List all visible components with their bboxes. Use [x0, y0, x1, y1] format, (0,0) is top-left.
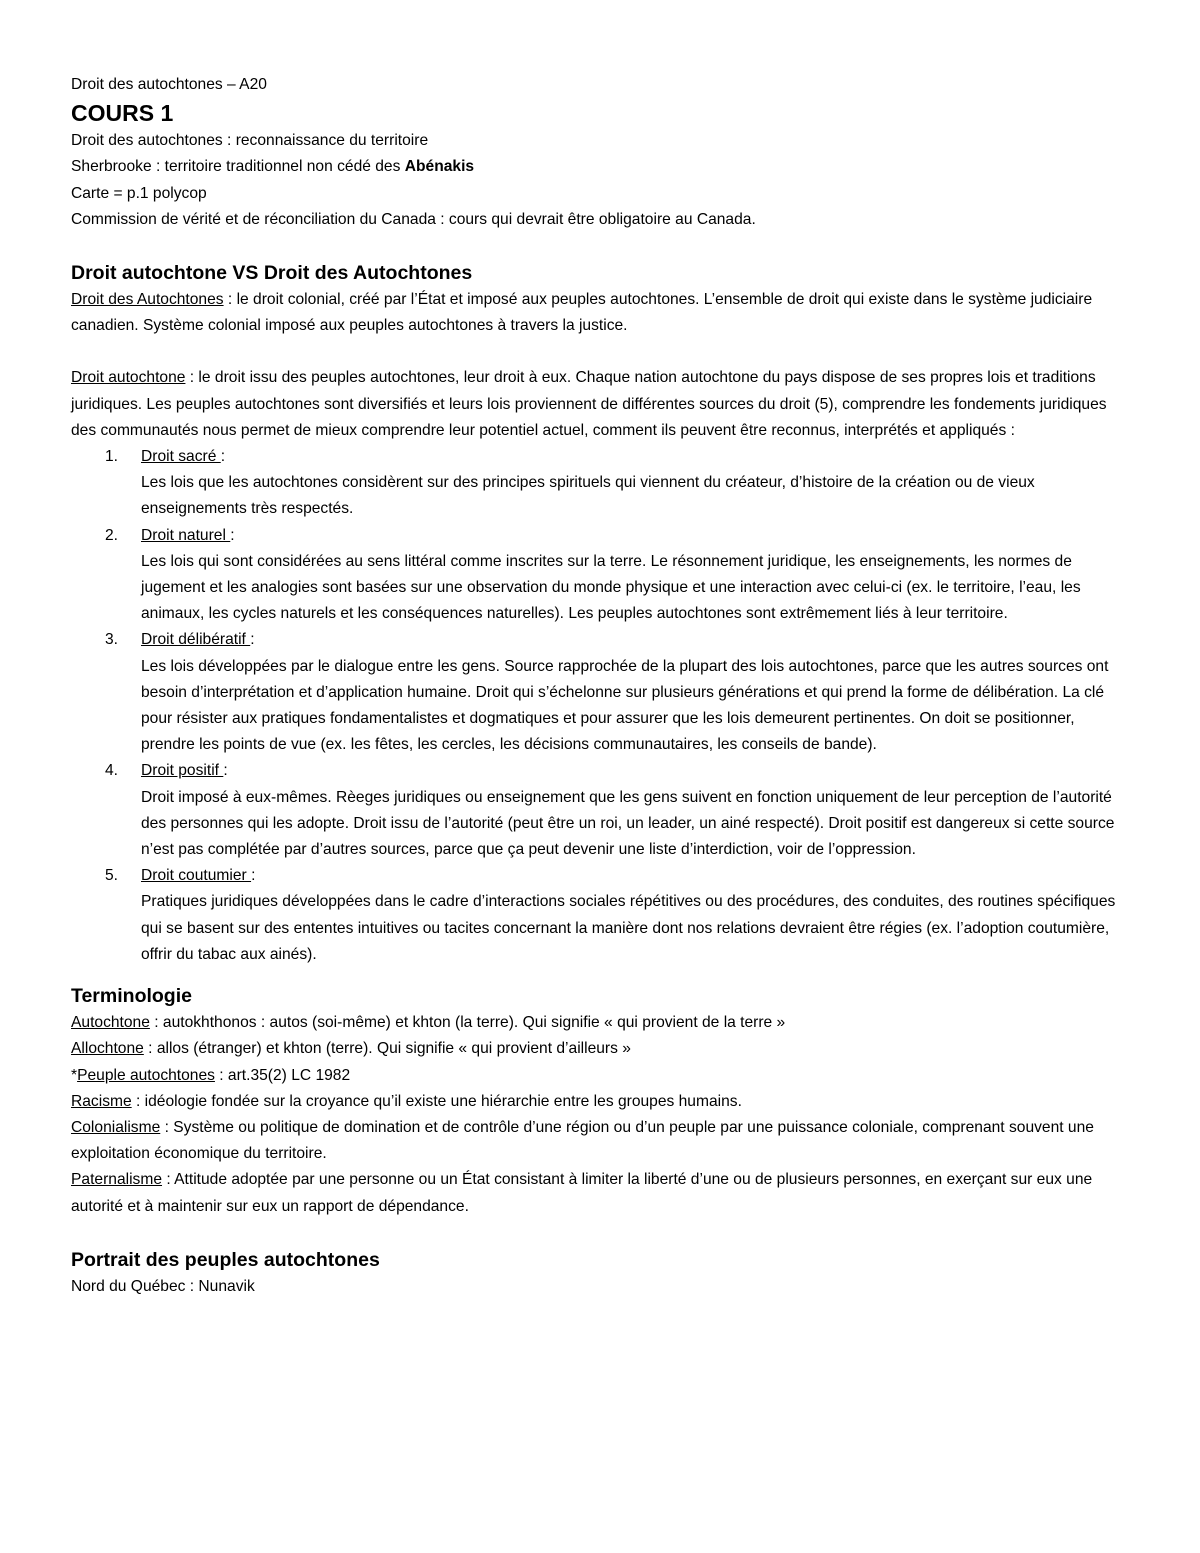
term-text: : allos (étranger) et khton (terre). Qui signifie « qui provient d’ailleurs » — [143, 1040, 631, 1058]
term-label: Allochtone — [71, 1040, 144, 1058]
list-number: 3. — [105, 631, 119, 649]
list-number: 4. — [105, 762, 119, 780]
source-title — [141, 523, 1129, 549]
abenakis-bold: Abénakis — [404, 158, 475, 176]
spacer — [71, 1220, 1129, 1246]
term-label: Colonialisme — [71, 1118, 161, 1136]
page-title: COURS 1 — [71, 100, 174, 127]
list-number: 2. — [105, 526, 119, 544]
term-label: Droit autochtone — [71, 369, 186, 387]
definition-droit-autochtone — [71, 365, 1129, 444]
source-title — [141, 627, 1129, 653]
definition-droit-des-autochtones — [71, 287, 1129, 339]
list-item — [71, 444, 1129, 523]
term-racisme — [71, 1089, 1129, 1115]
source-label: Droit positif — [141, 762, 224, 780]
source-colon: : — [223, 762, 228, 780]
intro-line-1: Droit des autochtones : reconnaissance du territoire — [71, 132, 429, 150]
intro-line-4: Commission de vérité et de réconciliation du Canada : cours qui devrait être obligatoire au Canada. — [71, 210, 756, 228]
portrait-line-1: Nord du Québec : Nunavik — [71, 1277, 255, 1295]
term-autochtone — [71, 1010, 1129, 1036]
source-description: Les lois que les autochtones considèrent sur des principes spirituels qui viennent du créateur, d’histoire de la création ou de vieux enseignements très respectés. — [141, 474, 1035, 518]
term-paternalisme — [71, 1167, 1129, 1219]
term-text: : art.35(2) LC 1982 — [214, 1066, 351, 1084]
list-number: 1. — [105, 448, 119, 466]
section-heading-terminologie: Terminologie — [71, 985, 192, 1008]
source-title — [141, 444, 1129, 470]
course-line: Droit des autochtones – A20 — [71, 76, 267, 93]
intro-line-2 — [71, 154, 1129, 180]
term-peuple-autochtones — [71, 1063, 1129, 1089]
intro-line-3: Carte = p.1 polycop — [71, 184, 207, 202]
source-colon: : — [250, 631, 255, 649]
intro-line-2-text: Sherbrooke : territoire traditionnel non cédé des — [71, 158, 405, 176]
list-item — [71, 863, 1129, 968]
term-text: : idéologie fondée sur la croyance qu’il existe une hiérarchie entre les groupes humains. — [131, 1092, 742, 1110]
list-item — [71, 627, 1129, 758]
term-text: : le droit colonial, créé par l’État et imposé aux peuples autochtones. L’ensemble de droit qui existe dans le système judiciaire canadien. Système colonial imposé aux peuples autochtones à travers la justice. — [71, 291, 1093, 335]
term-label: Autochtone — [71, 1014, 150, 1032]
term-colonialisme — [71, 1115, 1129, 1167]
source-description: Les lois développées par le dialogue entre les gens. Source rapprochée de la plupart des lois autochtones, parce que les autres sources ont besoin d’interprétation et d’application humaine. Droit qui s’échelonne sur plusieurs générations et qui prend la forme de délibération. La clé pour résister aux pratiques fondamentalistes et dogmatiques et pour assurer que les lois demeurent pertinentes. On doit se positionner, prendre les points de vue (ex. les fêtes, les cercles, les décisions communautaires, les conseils de bande). — [141, 657, 1109, 754]
section-heading-droit: Droit autochtone VS Droit des Autochtones — [71, 262, 473, 285]
source-description: Les lois qui sont considérées au sens littéral comme inscrites sur la terre. Le résonnement juridique, les enseignements, les normes de jugement et les analogies sont basées sur une observation du monde physique et une interaction avec celui-ci (ex. le territoire, l’eau, les animaux, les cycles naturels et les conséquences naturelles). Les peuples autochtones sont extrêmement liés à leur territoire. — [141, 552, 1081, 623]
source-description: Droit imposé à eux-mêmes. Rèeges juridiques ou enseignement que les gens suivent en fonction uniquement de leur perception de l’autorité des personnes qui les adopte. Droit issu de l’autorité (peut être un roi, un leader, un ainé respecté). Droit positif est dangereux si cette source n’est pas complétée par d’autres sources, parce que ça peut devenir une liste d’interdiction, voir de l’oppression. — [141, 788, 1115, 859]
source-label: Droit délibératif — [141, 631, 251, 649]
spacer — [71, 968, 1129, 982]
term-text: : le droit issu des peuples autochtones, leur droit à eux. Chaque nation autochtone du pays dispose de ses propres lois et traditions juridiques. Les peuples autochtones sont diversifiés et leurs lois proviennent de différentes sources du droit (5), comprendre les fondements juridiques des communautés nous permet de mieux comprendre leur potentiel actuel, comment ils peuvent être reconnus, interprétés et appliqués : — [71, 369, 1107, 439]
list-item — [71, 523, 1129, 628]
term-text: : Attitude adoptée par une personne ou un État consistant à limiter la liberté d’une ou de plusieurs personnes, en exerçant sur eux une autorité et à maintenir sur eux un rapport de dépendance. — [71, 1171, 1093, 1215]
source-colon: : — [251, 867, 256, 885]
term-prefix: * — [71, 1066, 78, 1084]
term-label: Racisme — [71, 1092, 132, 1110]
source-label: Droit sacré — [141, 448, 221, 466]
term-label: Paternalisme — [71, 1171, 163, 1189]
source-title — [141, 863, 1129, 889]
term-text: : autokhthonos : autos (soi-même) et khton (la terre). Qui signifie « qui provient de la terre » — [149, 1014, 786, 1032]
section-heading-portrait: Portrait des peuples autochtones — [71, 1248, 380, 1271]
list-item — [71, 758, 1129, 863]
source-label: Droit naturel — [141, 526, 231, 544]
source-colon: : — [230, 526, 235, 544]
term-text: : Système ou politique de domination et de contrôle d’une région ou d’un peuple par une puissance coloniale, comprenant souvent une exploitation économique du territoire. — [71, 1118, 1094, 1163]
list-number: 5. — [105, 867, 119, 885]
source-description: Pratiques juridiques développées dans le cadre d’interactions sociales répétitives ou des procédures, des conduites, des routines spécifiques qui se basent sur des ententes intuitives ou tacites concernant la manière dont nos relations devraient être régies (ex. l’adoption coutumière, offrir du tabac aux ainés). — [141, 893, 1116, 963]
spacer — [71, 233, 1129, 259]
source-colon: : — [220, 448, 226, 466]
document-page — [71, 72, 1129, 1300]
source-label: Droit coutumier — [141, 867, 252, 885]
spacer — [71, 339, 1129, 365]
sources-list — [71, 444, 1129, 968]
term-label: Droit des Autochtones — [71, 291, 224, 309]
term-allochtone — [71, 1036, 1129, 1062]
term-label: Peuple autochtones — [77, 1066, 215, 1084]
source-title — [141, 758, 1129, 784]
